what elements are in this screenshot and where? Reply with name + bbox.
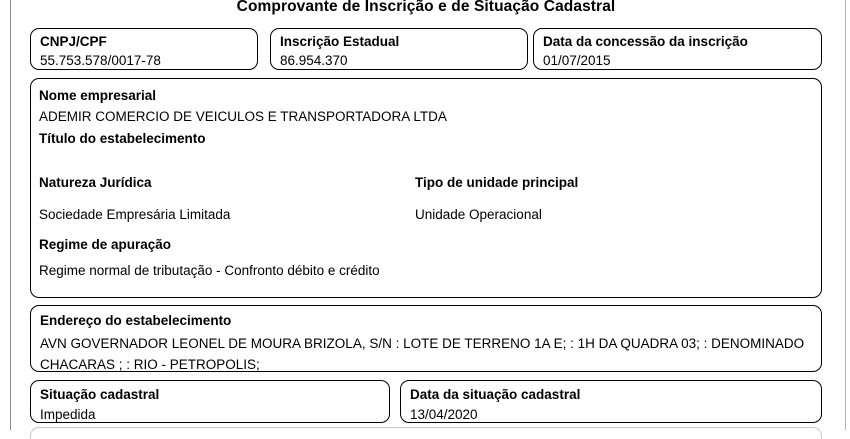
- cut-off-next-box-edge: [30, 427, 822, 439]
- situacao-cadastral-value: Impedida: [40, 407, 96, 422]
- natureza-juridica-value: Sociedade Empresária Limitada: [39, 207, 231, 222]
- natureza-juridica-label: Natureza Jurídica: [39, 175, 152, 190]
- inscricao-estadual-label: Inscrição Estadual: [280, 34, 400, 49]
- inscricao-estadual-value: 86.954.370: [280, 53, 348, 68]
- endereco-label: Endereço do estabelecimento: [40, 313, 232, 328]
- tipo-unidade-value: Unidade Operacional: [415, 207, 542, 222]
- data-concessao-label: Data da concessão da inscrição: [543, 34, 748, 49]
- cnpj-label: CNPJ/CPF: [40, 34, 107, 49]
- cnpj-value: 55.753.578/0017-78: [40, 53, 161, 68]
- endereco-value: AVN GOVERNADOR LEONEL DE MOURA BRIZOLA, S/N : LOTE DE TERRENO 1A E; : 1H DA QUADRA 03; : DENOMINADO CHACARAS ; : RIO - PETROPOLIS;: [40, 336, 805, 372]
- company-info-box: [30, 78, 822, 298]
- field-box-situacao-cadastral: [30, 380, 390, 423]
- field-box-data-situacao: [400, 380, 822, 423]
- situacao-cadastral-label: Situação cadastral: [40, 387, 160, 402]
- address-box: [30, 305, 822, 372]
- page-title: Comprovante de Inscrição e de Situação Cadastral: [236, 0, 616, 15]
- data-situacao-label: Data da situação cadastral: [410, 387, 581, 402]
- field-box-cnpj: [30, 28, 258, 70]
- field-box-inscricao-estadual: [270, 28, 528, 70]
- regime-apuracao-label: Regime de apuração: [39, 237, 172, 252]
- data-concessao-value: 01/07/2015: [543, 53, 611, 68]
- tipo-unidade-label: Tipo de unidade principal: [415, 175, 579, 190]
- regime-apuracao-value: Regime normal de tributação - Confronto débito e crédito: [39, 263, 380, 278]
- titulo-estabelecimento-label: Título do estabelecimento: [39, 131, 206, 146]
- data-situacao-value: 13/04/2020: [410, 407, 478, 422]
- nome-empresarial-value: ADEMIR COMERCIO DE VEICULOS E TRANSPORTADORA LTDA: [39, 109, 447, 124]
- nome-empresarial-label: Nome empresarial: [39, 88, 157, 103]
- field-box-data-concessao: [533, 28, 822, 70]
